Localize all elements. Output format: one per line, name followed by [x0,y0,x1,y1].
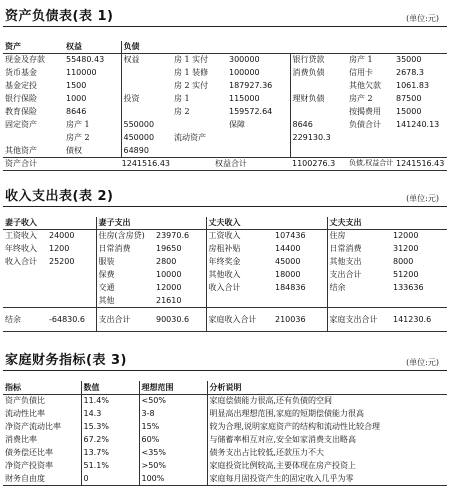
balance-sheet-table [3,41,447,171]
balance-sheet-row-cell: 投资 [121,92,172,105]
income-expense-row-cell [3,268,47,281]
indicator-row-cell: <50% [139,394,207,407]
income-expense-row-cell: 日常消费 [96,242,154,255]
balance-sheet-row-cell: 权益 [121,53,172,66]
financial-indicators-header-row [3,381,447,394]
total-liab-equity-label: 负债,权益合计 [349,159,394,167]
indicator-row-cell: 家庭偿债能力很高,还有负债的空间 [207,394,447,407]
balance-sheet-row-cell: 固定资产 [5,120,37,129]
indicator-row [3,420,447,433]
financial-indicators-unit: (单位:元) [406,358,439,367]
income-expense-row-cell [273,294,327,307]
balance-sheet-row-cell: 房 2 [174,107,190,116]
header-liabilities: 负债 [121,41,172,53]
financial-indicators-title: 家庭财务指标(表 3) [5,353,127,368]
indicator-row-cell: 债务偿还比率 [5,448,53,457]
balance-sheet-row-cell: 141240.13 [396,120,440,129]
balance-sheet-row-cell [394,131,447,144]
balance-sheet-row-cell: 100000 [229,68,260,77]
income-expense-row-cell: 住房(含房贷) [96,229,154,242]
balance-sheet-row-cell: 1000 [66,94,87,103]
income-expense-row-cell: 184836 [275,283,306,292]
income-expense-row-cell [206,294,273,307]
indicator-row [3,446,447,459]
balance-sheet-row [3,118,447,131]
balance-sheet-row-cell: 房产 1 [66,120,90,129]
balance-sheet-row-cell: 450000 [121,131,172,144]
indicator-row [3,433,447,446]
income-expense-row-cell: 31200 [393,244,419,253]
income-expense-row-cell: 51200 [393,270,419,279]
balance-sheet-row-cell: 教育保险 [5,107,37,116]
income-expense-row-cell: 45000 [275,257,301,266]
indicator-row-cell: 60% [139,433,207,446]
balance-sheet-row-cell [121,79,172,92]
balance-sheet-row-cell: 550000 [121,118,172,131]
balance-sheet-row-cell: 187927.36 [229,81,273,90]
family-expense-total-label: 家庭支出合计 [327,307,391,331]
balance-sheet-section [3,4,447,171]
balance-sheet-row-cell [347,131,394,144]
indicator-row [3,459,447,472]
income-expense-row [3,294,447,307]
income-expense-title: 收入支出表(表 2) [5,189,114,204]
income-expense-row-cell: 133636 [393,283,424,292]
income-expense-bottom-row [3,307,447,331]
balance-sheet-row-cell: 债权 [66,145,82,155]
income-expense-row [3,281,447,294]
income-expense-row-cell: 年终收入 [5,244,37,253]
indicator-row-cell: 14.3 [81,407,139,420]
wife-expense-total-label: 支出合计 [96,307,154,331]
balance-sheet-row-cell: 300000 [229,55,260,65]
balance-sheet-row [3,92,447,105]
indicator-row-cell: 67.2% [81,433,139,446]
financial-indicators-section [3,348,447,486]
income-expense-row-cell: 1200 [49,244,70,253]
income-expense-row-cell: 支出合计 [327,268,391,281]
indicator-row [3,472,447,485]
indicator-row-cell: 消费比率 [5,435,37,444]
balance-sheet-row-cell: 55480.43 [66,55,105,65]
balance-sheet-row-cell [290,79,347,92]
balance-sheet-row-cell: 按揭费用 [349,107,381,116]
balance-sheet-row-cell: 流动资产 [174,133,206,142]
balance-sheet-row-cell: 2678.3 [396,68,424,77]
balance-sheet-row [3,66,447,79]
income-expense-row-cell [391,294,447,307]
header-wife-expense: 妻子支出 [96,217,206,229]
indicator-row-cell: 15% [139,420,207,433]
income-expense-row-cell: 年终奖金 [206,255,273,268]
income-expense-row-cell: 保费 [96,268,154,281]
indicator-row-cell: 净资产投资率 [5,461,53,470]
income-expense-row-cell: 其他 [96,294,154,307]
balance-sheet-row-cell: 8646 [66,107,87,116]
balance-sheet-row-cell: 房产 2 [66,133,90,142]
income-expense-row [3,268,447,281]
income-expense-row [3,229,447,242]
indicator-row-cell: <35% [139,446,207,459]
income-expense-row-cell: 19650 [156,244,182,253]
balance-sheet-header-row [3,41,447,53]
balance-sheet-row-cell [172,144,227,157]
financial-indicators-table [3,381,447,486]
balance-sheet-row-cell: 基金定投 [5,81,37,90]
balance-sheet-total-row [3,157,447,170]
income-expense-row [3,255,447,268]
balance-sheet-title-bar [3,4,447,27]
total-liab-equity-value: 1241516.43 [396,159,445,168]
header-husband-income: 丈夫收入 [206,217,327,229]
income-expense-row-cell: 12000 [393,231,419,241]
balance-sheet-row-cell: 现金及存款 [5,55,45,65]
balance-sheet-row-cell: 房 2 实付 [174,81,209,90]
income-expense-row-cell: 日常消费 [327,242,391,255]
balance-sheet-row [3,53,447,66]
balance-value: -64830.6 [49,314,85,324]
header-ideal-range: 理想范围 [139,381,207,394]
indicator-row-cell: 13.7% [81,446,139,459]
income-expense-row-cell: 工资收入 [5,231,37,241]
wife-expense-total-value: 90030.6 [156,314,190,324]
balance-sheet-row-cell: 159572.64 [229,107,273,116]
indicator-row-cell: 家庭投资比例较高,主要体现在房产投资上 [207,459,447,472]
indicator-row-cell: 51.1% [81,459,139,472]
balance-sheet-row-cell: 房 1 [174,94,190,103]
family-income-total-label: 家庭收入合计 [206,307,273,331]
balance-sheet-row-cell: 理财负债 [290,92,347,105]
indicator-row [3,394,447,407]
header-indicator: 指标 [3,381,81,394]
header-value: 数值 [81,381,139,394]
income-expense-row-cell [3,294,47,307]
indicator-row-cell: 与储蓄率相互对应,安全如家消费支出略高 [207,433,447,446]
balance-sheet-row-cell: 1500 [66,81,87,90]
balance-sheet-row-cell: 房产 1 [349,55,373,65]
balance-sheet-row-cell: 110000 [66,68,97,77]
indicator-row [3,407,447,420]
income-expense-row-cell: 房租补贴 [206,242,273,255]
balance-sheet-row-cell [290,144,347,157]
indicator-row-cell: 流动性比率 [5,409,45,418]
indicator-row-cell: 11.4% [81,394,139,407]
balance-sheet-row-cell: 87500 [396,94,422,103]
indicator-row-cell: 3-8 [139,407,207,420]
income-expense-row-cell [3,281,47,294]
income-expense-row-cell: 住房 [327,229,391,242]
income-expense-section [3,184,447,332]
balance-sheet-row [3,131,447,144]
income-expense-unit: (单位:元) [406,194,439,203]
balance-sheet-row-cell: 银行贷款 [290,53,347,66]
income-expense-row-cell: 18000 [275,270,301,279]
indicator-row-cell: 债务支出占比较低,还款压力不大 [207,446,447,459]
indicator-row-cell: >50% [139,459,207,472]
header-wife-income: 妻子收入 [3,217,96,229]
balance-sheet-unit: (单位:元) [406,14,439,23]
header-equity: 权益 [64,41,121,53]
income-expense-row-cell: 2800 [156,257,177,266]
income-expense-row-cell: 工资收入 [206,229,273,242]
income-expense-row-cell: 24000 [49,231,75,241]
indicator-row-cell: 资产负债比 [5,396,45,406]
income-expense-row-cell: 交通 [96,281,154,294]
balance-sheet-row [3,144,447,157]
balance-sheet-row-cell: 保障 [229,120,245,129]
balance-sheet-row-cell: 15000 [396,107,422,116]
balance-sheet-row-cell: 115000 [229,94,260,103]
income-expense-title-bar [3,184,447,207]
balance-sheet-row-cell [227,131,290,144]
header-assets: 资产 [3,41,64,53]
balance-sheet-row-cell [394,144,447,157]
income-expense-row-cell: 12000 [156,283,182,292]
balance-sheet-row-cell [121,66,172,79]
indicator-row-cell: 较为合理,说明家庭资产的结构和流动性比较合理 [207,420,447,433]
income-expense-table [3,217,447,332]
balance-sheet-row-cell: 银行保险 [5,94,37,103]
income-expense-row-cell: 10000 [156,270,182,279]
income-expense-row-cell [47,294,96,307]
income-expense-row-cell: 服装 [96,255,154,268]
balance-sheet-row [3,105,447,118]
income-expense-row-cell [47,281,96,294]
indicator-row-cell: 净资产流动比率 [5,422,61,431]
indicator-row-cell: 财务自由度 [5,473,45,483]
balance-sheet-row-cell: 消费负债 [290,66,347,79]
financial-indicators-title-bar [3,348,447,371]
balance-sheet-row-cell: 货币基金 [5,68,37,77]
balance-sheet-row-cell: 1061.83 [396,81,430,90]
total-equity-label: 权益合计 [215,159,247,168]
balance-sheet-row-cell [227,144,290,157]
income-expense-row-cell: 23970.6 [156,231,190,241]
header-husband-expense: 丈夫支出 [327,217,447,229]
balance-sheet-row-cell: 房 1 装修 [174,68,209,77]
balance-sheet-row [3,79,447,92]
indicator-row-cell: 家庭每月固投资产生的固定收入几乎为零 [207,472,447,485]
family-income-total-value: 210036 [275,314,306,324]
balance-label: 结余 [5,314,21,324]
total-equity-value: 1100276.3 [292,159,336,168]
income-expense-header-row [3,217,447,229]
balance-sheet-row-cell: 35000 [396,55,422,65]
income-expense-row-cell: 结余 [327,281,391,294]
income-expense-row-cell: 收入合计 [206,281,273,294]
indicator-row-cell: 15.3% [81,420,139,433]
family-expense-total-value: 141230.6 [393,314,432,324]
income-expense-row [3,242,447,255]
income-expense-row-cell: 其他支出 [327,255,391,268]
balance-sheet-row-cell: 负债合计 [349,120,381,129]
indicator-row-cell: 100% [139,472,207,485]
indicator-row-cell: 明显高出理想范围,家庭的短期偿债能力很高 [207,407,447,420]
balance-sheet-row-cell [347,144,394,157]
income-expense-row-cell: 收入合计 [5,257,37,266]
balance-sheet-row-cell: 房 1 实付 [174,55,209,65]
income-expense-row-cell: 14400 [275,244,301,253]
income-expense-row-cell: 其他收入 [206,268,273,281]
balance-sheet-row-cell [121,105,172,118]
balance-sheet-row-cell [3,131,64,144]
balance-sheet-row-cell: 房产 2 [349,94,373,103]
balance-sheet-row-cell [290,105,347,118]
total-assets-label: 资产合计 [5,159,37,168]
balance-sheet-row-cell [172,118,227,131]
income-expense-row-cell: 107436 [275,231,306,241]
balance-sheet-row-cell: 229130.3 [290,131,347,144]
balance-sheet-row-cell: 其他资产 [5,145,37,155]
income-expense-row-cell [327,294,391,307]
balance-sheet-title: 资产负债表(表 1) [5,9,114,24]
balance-sheet-row-cell: 64890 [121,144,172,157]
income-expense-row-cell [47,268,96,281]
balance-sheet-row-cell: 其他欠款 [349,81,381,90]
balance-sheet-row-cell: 8646 [290,118,347,131]
income-expense-row-cell: 25200 [49,257,75,266]
total-assets-value: 1241516.43 [121,159,170,168]
income-expense-row-cell: 21610 [156,295,182,305]
header-analysis: 分析说明 [207,381,447,394]
balance-sheet-row-cell: 信用卡 [349,68,373,77]
income-expense-row-cell: 8000 [393,257,414,266]
indicator-row-cell: 0 [81,472,139,485]
